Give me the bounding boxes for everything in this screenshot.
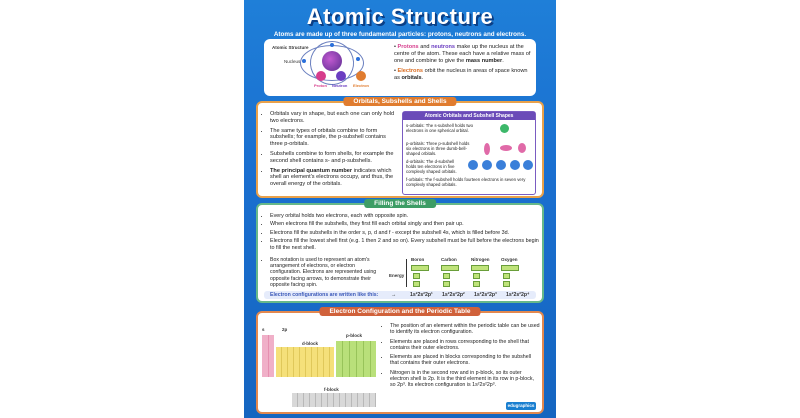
- list-item: • Electrons fill the lowest shell first (e.g. 1 then 2 and so on). Every subshell must be full before the electrons begin to fill the next shell.: [270, 238, 540, 251]
- p-orbital-row: p-orbitals: Three p-subshell holds six electrons in three dumb-bell-shaped orbitals.: [406, 141, 534, 156]
- config-carbon: 1s²2s²2p²: [442, 292, 465, 298]
- periodic-panel: [256, 308, 544, 414]
- d-orbital-row: d-orbitals: The d-subshell holds ten electrons in five complexly shaped orbitals.: [406, 159, 534, 174]
- box-notation: [413, 273, 420, 279]
- box-notation: [413, 281, 420, 287]
- electron-label: Electron: [353, 83, 370, 88]
- element-oxygen: Oxygen: [501, 257, 518, 262]
- list-item: • Nitrogen is in the second row and in p-block, so its outer electron shell is 2p. It is the third element in its row in p-block, so 2p³. Its electron configuration is 1s²2s²2p³.: [390, 370, 540, 389]
- config-strip: [264, 291, 536, 299]
- box-notation: [441, 265, 459, 271]
- p-block: [336, 341, 376, 377]
- list-item: • Electrons fill the subshells in the order s, p, d and f - except the subshell 4s, which is filled before 3d.: [270, 230, 540, 236]
- atom-diagram: [270, 43, 390, 93]
- box-notation-text: [264, 257, 384, 291]
- list-item: • Elements are placed in blocks corresponding to the subshell that contains their outer electrons.: [390, 354, 540, 367]
- filling-text: [264, 213, 540, 253]
- list-item: • Box notation is used to represent an atom's arrangement of electrons, or electron configuration. Electrons are represented using opposite facing arrows, to demonstrate their opposite facing spin.: [270, 257, 384, 288]
- box-notation: [473, 273, 480, 279]
- config-boron: 1s²2s²2p¹: [410, 292, 433, 298]
- list-item: • Every orbital holds two electrons, each with opposite spin.: [270, 213, 540, 219]
- box-notation: [503, 281, 510, 287]
- nucleus-label: Nucleus: [284, 59, 301, 64]
- p-orbital-icon: [484, 143, 490, 155]
- p-orbital-icon: [500, 145, 512, 151]
- page-subtitle: Atoms are made up of three fundamental particles: protons, neutrons and electrons.: [273, 31, 527, 38]
- config-oxygen: 1s²2s²2p⁴: [506, 292, 530, 298]
- neutron-label: Neutron: [332, 83, 348, 88]
- periodic-table-diagram: [262, 323, 382, 411]
- poster: [244, 0, 556, 418]
- page-title: Atomic Structure: [306, 4, 494, 29]
- config-nitrogen: 1s²2s²2p³: [474, 292, 497, 298]
- shapes-heading: Atomic Orbitals and Subshell Shapes: [403, 112, 535, 120]
- p-orbital-icon: [518, 143, 526, 153]
- electron-dot-icon: [330, 43, 334, 47]
- s-block: [262, 335, 274, 377]
- list-item: • Orbitals vary in shape, but each one can only hold two electrons.: [270, 111, 396, 125]
- periodic-text: [384, 323, 540, 392]
- d-block-label: d-block: [302, 341, 319, 346]
- list-item: • The position of an element within the periodic table can be used to identify its electron configuration.: [390, 323, 540, 336]
- f-orbital-row: f-orbitals: The f-subshell holds fourteen electrons in seven very complexly shaped orbitals.: [406, 177, 526, 187]
- diagram-label: Atomic Structure: [272, 45, 309, 50]
- energy-label: Energy: [389, 273, 405, 278]
- d-orbital-icon: [482, 160, 492, 170]
- f-block-label: f-block: [324, 387, 339, 392]
- orbitals-text: [264, 111, 396, 191]
- d-orbital-icon: [523, 160, 533, 170]
- section-heading: Electron Configuration and the Periodic Table: [319, 307, 480, 316]
- p-block-label: p-block: [346, 333, 363, 338]
- neutron-icon: [336, 71, 346, 81]
- orbitals-panel: [256, 98, 544, 198]
- list-item: • Elements are placed in rows corresponding to the shell that contains their outer electrons.: [390, 339, 540, 352]
- section-heading: Orbitals, Subshells and Shells: [343, 97, 456, 106]
- intro-text: • Protons and neutrons make up the nucleus at the centre of the atom. These each have a relative mass of one and combine to give the mass number. • Electrons orbit the nucleus in areas of space known as orbitals.: [394, 44, 531, 82]
- box-notation: [473, 281, 480, 287]
- electron-dot-icon: [356, 57, 360, 61]
- nucleus-icon: [322, 51, 342, 71]
- list-item: • Subshells combine to form shells, for example the second shell contains s- and p-subshells.: [270, 151, 396, 165]
- energy-diagram: [389, 257, 539, 289]
- box-notation: [443, 273, 450, 279]
- box-notation: [503, 273, 510, 279]
- brand-logo: edugraphics: [507, 403, 535, 408]
- s-orbital-row: s-orbitals: The s-subshell holds two electrons in one spherical orbital.: [406, 123, 534, 133]
- config-label: Electron configurations are written like this:: [270, 292, 379, 298]
- 2p-label: 2p: [282, 327, 288, 332]
- element-nitrogen: Nitrogen: [471, 257, 490, 262]
- s-block-label: s: [262, 327, 265, 332]
- intro-panel: [264, 39, 536, 96]
- proton-icon: [316, 71, 326, 81]
- list-item: • The same types of orbitals combine to form subshells; for example, the p-subshell contains three p-orbitals.: [270, 128, 396, 148]
- d-orbital-icon: [468, 160, 478, 170]
- filling-panel: [256, 200, 544, 303]
- electron-dot-icon: [302, 59, 306, 63]
- box-notation: [411, 265, 429, 271]
- s-orbital-icon: [500, 124, 509, 133]
- orbital-shapes-box: [402, 111, 536, 195]
- list-item: • The principal quantum number indicates which shell an element's electrons occupy, and thus, the overall energy of the orbitals.: [270, 168, 396, 188]
- arrow-icon: →: [391, 292, 397, 298]
- electron-icon: [356, 71, 366, 81]
- box-notation: [443, 281, 450, 287]
- energy-axis: [406, 259, 407, 287]
- list-item: • When electrons fill the subshells, they first fill each orbital singly and then pair up.: [270, 221, 540, 227]
- d-orbital-icon: [510, 160, 520, 170]
- element-carbon: Carbon: [441, 257, 457, 262]
- d-orbital-icon: [496, 160, 506, 170]
- f-block: [292, 393, 376, 407]
- box-notation: [501, 265, 519, 271]
- section-heading: Filling the Shells: [364, 199, 436, 208]
- proton-label: Proton: [314, 83, 327, 88]
- element-boron: Boron: [411, 257, 425, 262]
- d-block: [276, 347, 334, 377]
- box-notation: [471, 265, 489, 271]
